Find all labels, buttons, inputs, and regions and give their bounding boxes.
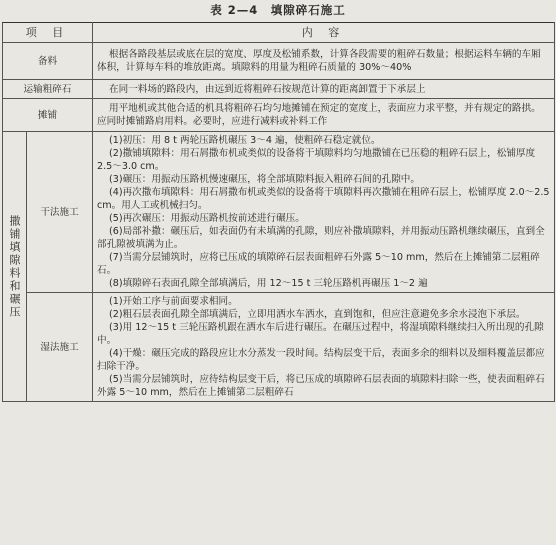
table-row xyxy=(3,293,555,402)
yunshu-text: 在同一料场的路段内，由远到近将粗碎石按规范计算的距离卸置于下承层上 xyxy=(109,83,426,95)
row-content-shifa xyxy=(93,293,555,402)
row-content-beiliao xyxy=(93,43,555,80)
ganfa-step: (2)撒铺填隙料：用石屑撒布机或类似的设备将干填隙料均匀地撒铺在已压稳的粗碎石层上，松铺厚度 2.5～3.0 cm。 xyxy=(97,148,536,172)
row-label-tanpu: 摊铺 xyxy=(3,99,93,132)
table-row xyxy=(3,43,555,80)
row-label-shifa: 湿法施工 xyxy=(27,293,93,402)
row-label-group: 撒铺填隙料和碾压 xyxy=(3,132,27,402)
beiliao-text: 根据各路段基层或底在层的宽度、厚度及松铺系数，计算各段需要的粗碎石数量；根据运料车辆的车厢体积，计算每车料的堆放距离。填隙料的用量为粗碎石质量的 30%～40% xyxy=(97,49,541,73)
table-row xyxy=(3,80,555,99)
ganfa-step: (8)填隙碎石表面孔隙全部填满后，用 12～15 t 三轮压路机再碾压 1～2 遍 xyxy=(109,278,428,289)
shifa-step: (4)干燥：碾压完成的路段应让水分蒸发一段时间。结构层变干后，表面多余的细料以及细料覆盖层都应扫除干净。 xyxy=(97,348,545,372)
tanpu-text: 用平地机或其他合适的机具将粗碎石均匀地摊铺在预定的宽度上，表面应力求平整，并有规定的路拱。应同时摊铺路肩用料。必要时，应进行减料或补料工作 xyxy=(97,103,541,127)
ganfa-step: (7)当需分层铺筑时，应将已压成的填隙碎石层表面粗碎石外露 5～10 mm，然后在上摊铺第二层粗碎石。 xyxy=(97,252,540,276)
shifa-step: (5)当需分层铺筑时，应待结构层变干后，将已压成的填隙碎石层表面的填隙料扫除一些，使表面粗碎石外露 5～10 mm，然后在上摊铺第二层粗碎石 xyxy=(97,374,545,398)
ganfa-step: (1)初压：用 8 t 两轮压路机碾压 3～4 遍，使粗碎石稳定就位。 xyxy=(109,135,381,146)
shifa-step: (2)粗石层表面孔隙全部填满后，立即用洒水车洒水，直到饱和，但应注意避免多余水浸泡下承层。 xyxy=(109,309,526,320)
table-row xyxy=(3,99,555,132)
row-label-ganfa: 干法施工 xyxy=(27,132,93,293)
construction-table xyxy=(2,22,555,402)
ganfa-step: (4)再次撒布填隙料：用石屑撒布机或类似的设备将干填隙料再次撒铺在粗碎石层上，松铺厚度 2.0～2.5 cm。用人工或机械扫匀。 xyxy=(97,187,550,211)
table-row xyxy=(3,132,555,293)
header-row xyxy=(3,23,555,43)
table-title: 表 2—4 填隙碎石施工 xyxy=(210,3,346,17)
header-content: 内 容 xyxy=(93,23,555,43)
row-label-beiliao: 备料 xyxy=(3,43,93,80)
row-content-tanpu xyxy=(93,99,555,132)
ganfa-step: (6)局部补撒：碾压后，如表面仍有未填满的孔隙，则应补撒填隙料，并用振动压路机继续碾压，直到全部孔隙被填满为止。 xyxy=(97,226,545,250)
row-content-ganfa xyxy=(93,132,555,293)
shifa-step: (1)开始工序与前面要求相同。 xyxy=(109,296,238,307)
ganfa-step: (3)碾压：用振动压路机慢速碾压，将全部填隙料振入粗碎石间的孔隙中。 xyxy=(109,174,420,185)
header-item: 项 目 xyxy=(3,23,93,43)
row-content-yunshu xyxy=(93,80,555,99)
ganfa-step: (5)再次碾压：用振动压路机按前述进行碾压。 xyxy=(109,213,305,224)
shifa-step: (3)用 12～15 t 三轮压路机跟在洒水车后进行碾压。在碾压过程中，将湿填隙料继续扫入所出现的孔隙中。 xyxy=(97,322,544,346)
row-label-yunshu: 运输粗碎石 xyxy=(3,80,93,99)
